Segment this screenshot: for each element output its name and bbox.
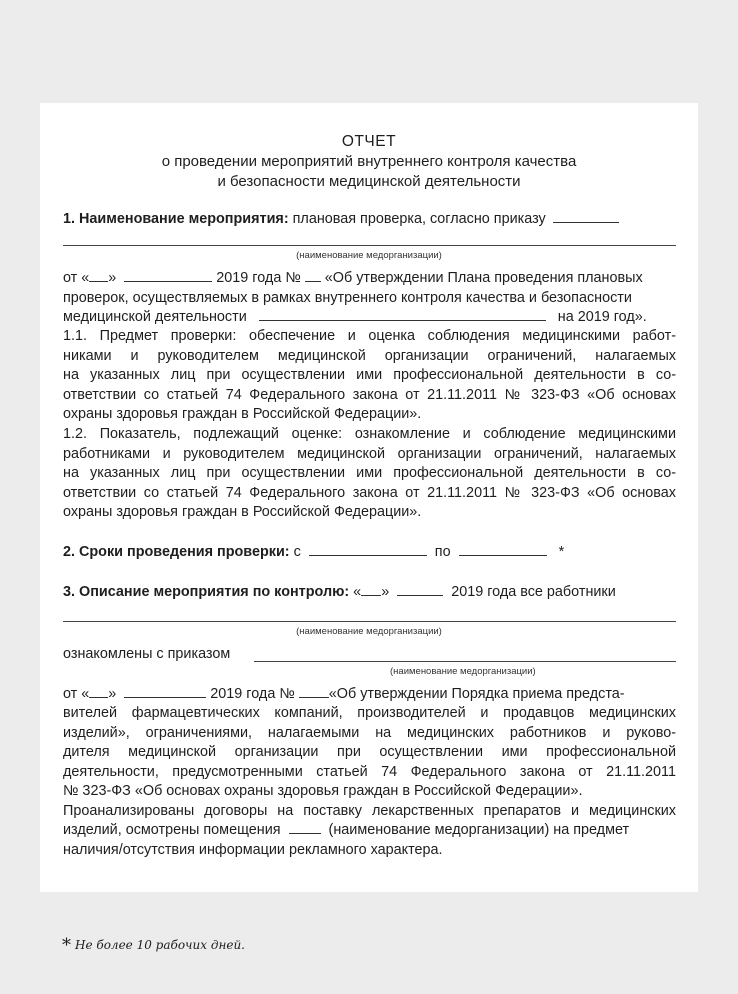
month-blank	[124, 269, 212, 282]
doc-title: ОТЧЕТ	[341, 133, 397, 150]
section-3-text-line: дителя медицинской организации при осуществлении ими профессиональной	[63, 744, 676, 760]
footnote-marker: *	[558, 544, 565, 560]
organization-name-line	[63, 621, 676, 622]
organization-name-caption: (наименование медорганизации)	[296, 250, 442, 261]
analysis-line: Проанализированы договоры на поставку лекарственных препаратов и медицинских	[63, 803, 676, 819]
acquainted-label: ознакомлены с приказом	[63, 646, 231, 662]
section-1-line-1	[63, 210, 619, 229]
section-1-line-3: проверок, осуществляемых в рамках внутреннего контроля качества и безопасности	[63, 290, 632, 306]
organization-blank	[259, 308, 546, 321]
section-2-heading: 2. Сроки проведения проверки:	[63, 544, 290, 560]
p11-line: 1.1. Предмет проверки: обеспечение и оценка соблюдения медицинскими работ-	[63, 328, 676, 344]
section-3-text-line: изделий», ограничениями, налагаемыми на медицинских работников и руково-	[63, 725, 676, 741]
section-2-line: 2. Сроки проведения проверки: с по *	[63, 544, 565, 560]
organization-name-line	[63, 245, 676, 246]
p11-line: охраны здоровья граждан в Российской Федерации».	[63, 406, 422, 422]
day-blank	[361, 583, 381, 596]
section-1-order-line: от « » 2019 года № «Об утверждении Плана проведения плановых	[63, 270, 643, 286]
p11-line: ответствии со статьей 74 Федерального закона от 21.11.2011 № 323-ФЗ «Об основах	[63, 387, 676, 403]
month-blank	[397, 583, 443, 596]
section-1-text: плановая проверка, согласно приказу	[292, 211, 546, 227]
p12-line: работниками и руководителем медицинской организации ограничений, налагаемых	[63, 446, 676, 462]
day-blank	[89, 685, 108, 698]
doc-subtitle-line-1: о проведении мероприятий внутреннего контроля качества	[161, 153, 577, 170]
section-3-text-line: деятельности, предусмотренными статьей 74 Федерального закона от 21.11.2011	[63, 764, 676, 780]
p12-line: ответствии со статьей 74 Федерального закона от 21.11.2011 № 323-ФЗ «Об основах	[63, 485, 676, 501]
footnote-text: Не более 10 рабочих дней.	[75, 938, 245, 952]
p12-line: на указанных лиц при осуществлении ими профессиональной деятельности в со-	[63, 465, 676, 481]
footnote	[62, 935, 245, 956]
p11-line: на указанных лиц при осуществлении ими профессиональной деятельности в со-	[63, 367, 676, 383]
organization-blank	[289, 821, 321, 834]
doc-subtitle-line-2: и безопасности медицинской деятельности	[217, 173, 521, 190]
p11-line: никами и руководителем медицинской организации ограничений, налагаемых	[63, 348, 676, 364]
order-name-line	[254, 661, 676, 662]
month-blank	[124, 685, 206, 698]
end-date-blank	[459, 543, 547, 556]
order-no-blank	[299, 685, 329, 698]
section-3-line-1: 3. Описание мероприятия по контролю: « » 2019 года все работники	[63, 584, 616, 600]
organization-name-caption: (наименование медорганизации)	[390, 666, 536, 677]
section-3-order-line: от « » 2019 года № «Об утверждении Порядка приема предста-	[63, 686, 625, 702]
order-no-blank	[305, 269, 321, 282]
p12-line: охраны здоровья граждан в Российской Федерации».	[63, 504, 422, 520]
final-line: наличия/отсутствия информации рекламного характера.	[63, 842, 443, 858]
section-3-text-line: № 323-ФЗ «Об основах охраны здоровья граждан в Российской Федерации».	[63, 783, 583, 799]
section-3-heading: 3. Описание мероприятия по контролю:	[63, 584, 350, 600]
document-page	[40, 103, 698, 892]
section-1-heading: 1. Наименование мероприятия:	[63, 211, 289, 227]
day-blank	[89, 269, 108, 282]
inspection-line: изделий, осмотрены помещения (наименование медорганизации) на предмет	[63, 822, 630, 838]
start-date-blank	[309, 543, 427, 556]
p12-line: 1.2. Показатель, подлежащий оценке: ознакомление и соблюдение медицинскими	[63, 426, 676, 442]
section-1-line-4: медицинской деятельности на 2019 год».	[63, 309, 647, 325]
footnote-star: *	[62, 935, 71, 956]
order-number-blank	[553, 210, 619, 223]
section-3-text-line: вителей фармацевтических компаний, производителей и продавцов медицинских	[63, 705, 676, 721]
organization-name-caption: (наименование медорганизации)	[296, 626, 442, 637]
